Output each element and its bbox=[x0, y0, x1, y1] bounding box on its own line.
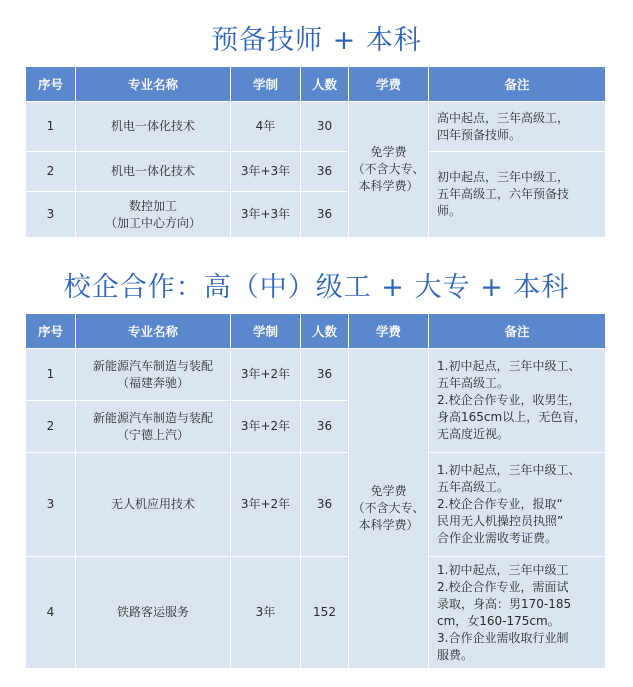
col-header-count: 人数 bbox=[301, 67, 349, 102]
note-cell: 1.初中起点，三年中级工、 五年高级工。 2.校企合作专业，报取“ 民用无人机操控员执照” 合作企业需收考证费。 bbox=[429, 453, 606, 557]
table-row bbox=[26, 102, 606, 152]
col-header-major: 专业名称 bbox=[76, 67, 231, 102]
note-cell: 1.初中起点，三年中级工 2.校企合作专业，需面试 录取，身高：男170-185 cm，女160-175cm。 3.合作企业需收取行业制 服费。 bbox=[429, 557, 606, 669]
col-header-count: 人数 bbox=[301, 314, 349, 349]
major-name: 无人机应用技术 bbox=[76, 453, 231, 557]
student-count: 30 bbox=[301, 102, 349, 152]
student-count: 36 bbox=[301, 192, 349, 238]
col-header-fee: 学费 bbox=[349, 314, 429, 349]
col-header-major: 专业名称 bbox=[76, 314, 231, 349]
row-number: 3 bbox=[26, 192, 76, 238]
col-header-note: 备注 bbox=[429, 314, 606, 349]
row-number: 3 bbox=[26, 453, 76, 557]
major-name: 新能源汽车制造与装配 （福建奔驰） bbox=[76, 349, 231, 401]
major-name: 数控加工 （加工中心方向） bbox=[76, 192, 231, 238]
row-number: 2 bbox=[26, 152, 76, 192]
major-name: 新能源汽车制造与装配 （宁德上汽） bbox=[76, 401, 231, 453]
section1-title: 预备技师 + 本科 bbox=[211, 25, 422, 56]
duration: 3年+3年 bbox=[231, 192, 301, 238]
section1-table bbox=[25, 66, 606, 238]
col-header-no: 序号 bbox=[26, 314, 76, 349]
note-cell: 初中起点，三年中级工， 五年高级工，六年预备技 师。 bbox=[429, 152, 606, 238]
col-header-note: 备注 bbox=[429, 67, 606, 102]
section2-table bbox=[25, 313, 606, 669]
row-number: 4 bbox=[26, 557, 76, 669]
student-count: 36 bbox=[301, 453, 349, 557]
student-count: 36 bbox=[301, 349, 349, 401]
col-header-fee: 学费 bbox=[349, 67, 429, 102]
duration: 3年+2年 bbox=[231, 401, 301, 453]
duration: 3年+2年 bbox=[231, 349, 301, 401]
row-number: 2 bbox=[26, 401, 76, 453]
fee-cell: 免学费 （不含大专、 本科学费） bbox=[349, 102, 429, 238]
col-header-duration: 学制 bbox=[231, 314, 301, 349]
major-name: 机电一体化技术 bbox=[76, 152, 231, 192]
section2-title: 校企合作：高（中）级工 + 大专 + 本科 bbox=[63, 272, 570, 303]
row-number: 1 bbox=[26, 349, 76, 401]
table-row bbox=[26, 349, 606, 401]
col-header-duration: 学制 bbox=[231, 67, 301, 102]
duration: 3年+3年 bbox=[231, 152, 301, 192]
table-row bbox=[26, 453, 606, 557]
major-name: 铁路客运服务 bbox=[76, 557, 231, 669]
major-name: 机电一体化技术 bbox=[76, 102, 231, 152]
table-header-row bbox=[26, 67, 606, 102]
duration: 4年 bbox=[231, 102, 301, 152]
note-cell: 1.初中起点，三年中级工、 五年高级工。 2.校企合作专业，收男生， 身高165cm以上，无色盲， 无高度近视。 bbox=[429, 349, 606, 453]
student-count: 152 bbox=[301, 557, 349, 669]
table-row bbox=[26, 557, 606, 669]
fee-cell: 免学费 （不含大专、 本科学费） bbox=[349, 349, 429, 669]
row-number: 1 bbox=[26, 102, 76, 152]
student-count: 36 bbox=[301, 152, 349, 192]
duration: 3年+2年 bbox=[231, 453, 301, 557]
col-header-no: 序号 bbox=[26, 67, 76, 102]
note-cell: 高中起点，三年高级工， 四年预备技师。 bbox=[429, 102, 606, 152]
student-count: 36 bbox=[301, 401, 349, 453]
table-header-row bbox=[26, 314, 606, 349]
duration: 3年 bbox=[231, 557, 301, 669]
table-row bbox=[26, 152, 606, 192]
